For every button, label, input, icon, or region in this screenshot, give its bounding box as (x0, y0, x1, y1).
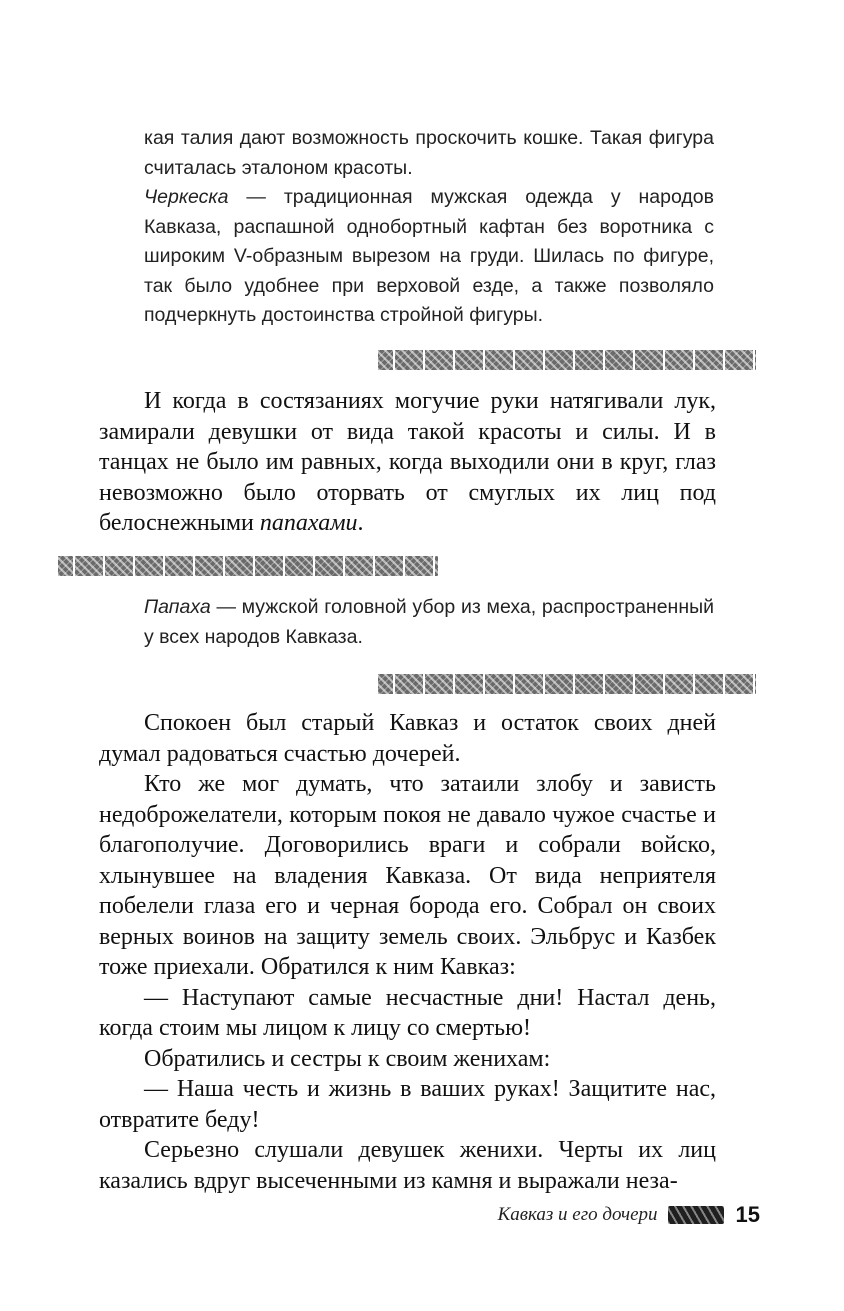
paragraph: Серьезно слушали девушек женихи. Черты их лиц казались вдруг высеченными из камня и выражали неза- (99, 1137, 716, 1194)
dialogue-line: — Наступают самые несчастные дни! Настал день, когда стоим мы лицом к лицу со смертью! (99, 984, 716, 1041)
main-text-block (99, 708, 716, 1196)
paragraph-text (99, 386, 716, 539)
dialogue-line: — Наша честь и жизнь в ваших руках! Защитите нас, отвратите беду! (99, 1076, 716, 1133)
ornament-band-icon (378, 674, 756, 694)
running-title: Кавказ и его дочери (497, 1204, 658, 1225)
page-number: 15 (735, 1202, 760, 1227)
main-paragraph-1 (99, 386, 716, 539)
footnote-term: Черкеска (144, 186, 229, 208)
page-footer (470, 1200, 760, 1230)
footnote-text: — мужской головной убор из меха, распространенный у всех народов Кавказа. (144, 596, 714, 648)
footnote-cherkeska (144, 124, 714, 331)
paragraph-body: И когда в состязаниях могучие руки натягивали лук, замирали девушки от вида такой красоты и силы. И в танцах не было им равных, когда выходили они в круг, глаз невозможно было оторвать от смуглых их лиц под белоснежными (99, 388, 716, 536)
footnote-continuation: кая талия дают возможность проскочить кошке. Такая фигура считалась эталоном красоты. (144, 127, 714, 179)
paragraph-end: . (357, 510, 364, 536)
paragraph: Спокоен был старый Кавказ и остаток своих дней думал радоваться счастью дочерей. (99, 710, 716, 767)
footnote-papakha (144, 593, 714, 652)
footnote-definition (144, 183, 714, 331)
paragraph-term: папахами (259, 510, 358, 536)
ornament-band-icon (58, 556, 438, 576)
publisher-logo-icon (668, 1206, 724, 1224)
paragraph: Кто же мог думать, что затаили злобу и зависть недоброжелатели, которым покоя не давало чужое счастье и благополучие. Договорились враги и собрали войско, хлынувшее на владения Кавказа. От вида неприятеля побелели глаза его и черная борода его. Собрал он своих верных воинов на защиту земель своих. Эльбрус и Казбек тоже приехали. Обратился к ним Кавказ: (99, 771, 716, 980)
ornament-band-icon (378, 350, 756, 370)
footnote-text: — традиционная мужская одежда у народов Кавказа, распашной однобортный кафтан без воротника с широким V-образным вырезом на груди. Шилась по фигуре, так было удобнее при верховой езде, а также позволяло подчеркнуть достоинства стройной фигуры. (144, 186, 714, 326)
footnote-term: Папаха (144, 596, 211, 618)
footnote-definition (144, 593, 714, 652)
paragraph: Обратились и сестры к своим женихам: (144, 1045, 551, 1072)
